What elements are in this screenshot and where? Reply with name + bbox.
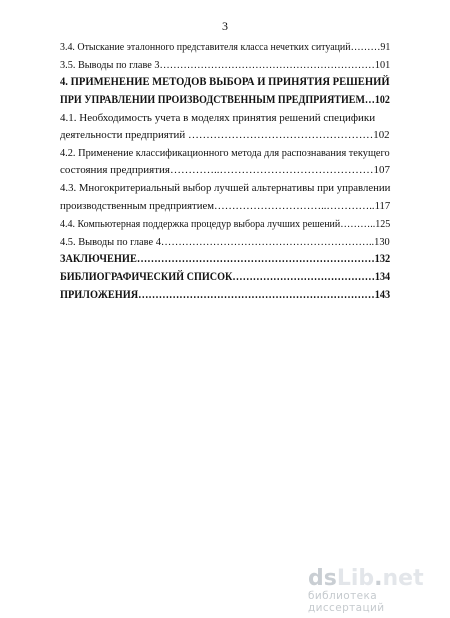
toc-entry-4-3-line-1: 4.3. Многокритериальный выбор лучшей альтернативы при управлении [60,182,391,194]
toc-entry-4-5: 4.5. Выводы по главе 4……………………………………………………..130 [60,236,390,248]
toc-appendices: ПРИЛОЖЕНИЯ……………………………………………………………143 [60,289,391,301]
toc-entry-4-2-line-2: состояния предприятия…………..……………………………………107 [60,164,390,176]
toc-entry-4-2-line-1: 4.2. Применение классификационного метода для распознавания текущего [60,147,390,159]
watermark-logo-dot: . [374,566,383,591]
watermark [308,567,448,614]
toc-entry-3-4: 3.4. Отыскание эталонного представителя класса нечетких ситуаций………91 [60,41,391,53]
toc-conclusion: ЗАКЛЮЧЕНИЕ……………………………………………………………132 [60,253,391,265]
watermark-logo [308,567,448,591]
toc-chapter-4-title-line-2: ПРИ УПРАВЛЕНИИ ПРОИЗВОДСТВЕННЫМ ПРЕДПРИЯТИЕМ…102 [60,94,390,106]
toc-entry-3-5: 3.5. Выводы по главе 3………………………………………………………101 [60,59,391,71]
toc-entry-4-1-line-1: 4.1. Необходимость учета в моделях принятия решений специфики [60,112,376,124]
page-number: 3 [222,19,228,33]
toc-entry-4-4: 4.4. Компьютерная поддержка процедур выбора лучших решений………..125 [60,218,391,230]
watermark-subtitle: библиотека диссертаций [308,590,385,614]
watermark-logo-net: net [382,566,424,591]
toc-entry-4-3-line-2: производственным предприятием…………………………..…………..117 [60,200,391,212]
watermark-logo-lib: Lib [336,566,375,591]
toc-bibliography: БИБЛИОГРАФИЧЕСКИЙ СПИСОК……………………………………134 [60,271,391,283]
toc-chapter-4-title-line-1: 4. ПРИМЕНЕНИЕ МЕТОДОВ ВЫБОРА И ПРИНЯТИЯ РЕШЕНИЙ [60,76,390,88]
toc-entry-4-1-line-2: деятельности предприятий ……………………………………………102 [60,129,390,141]
watermark-logo-ds: ds [308,566,337,591]
